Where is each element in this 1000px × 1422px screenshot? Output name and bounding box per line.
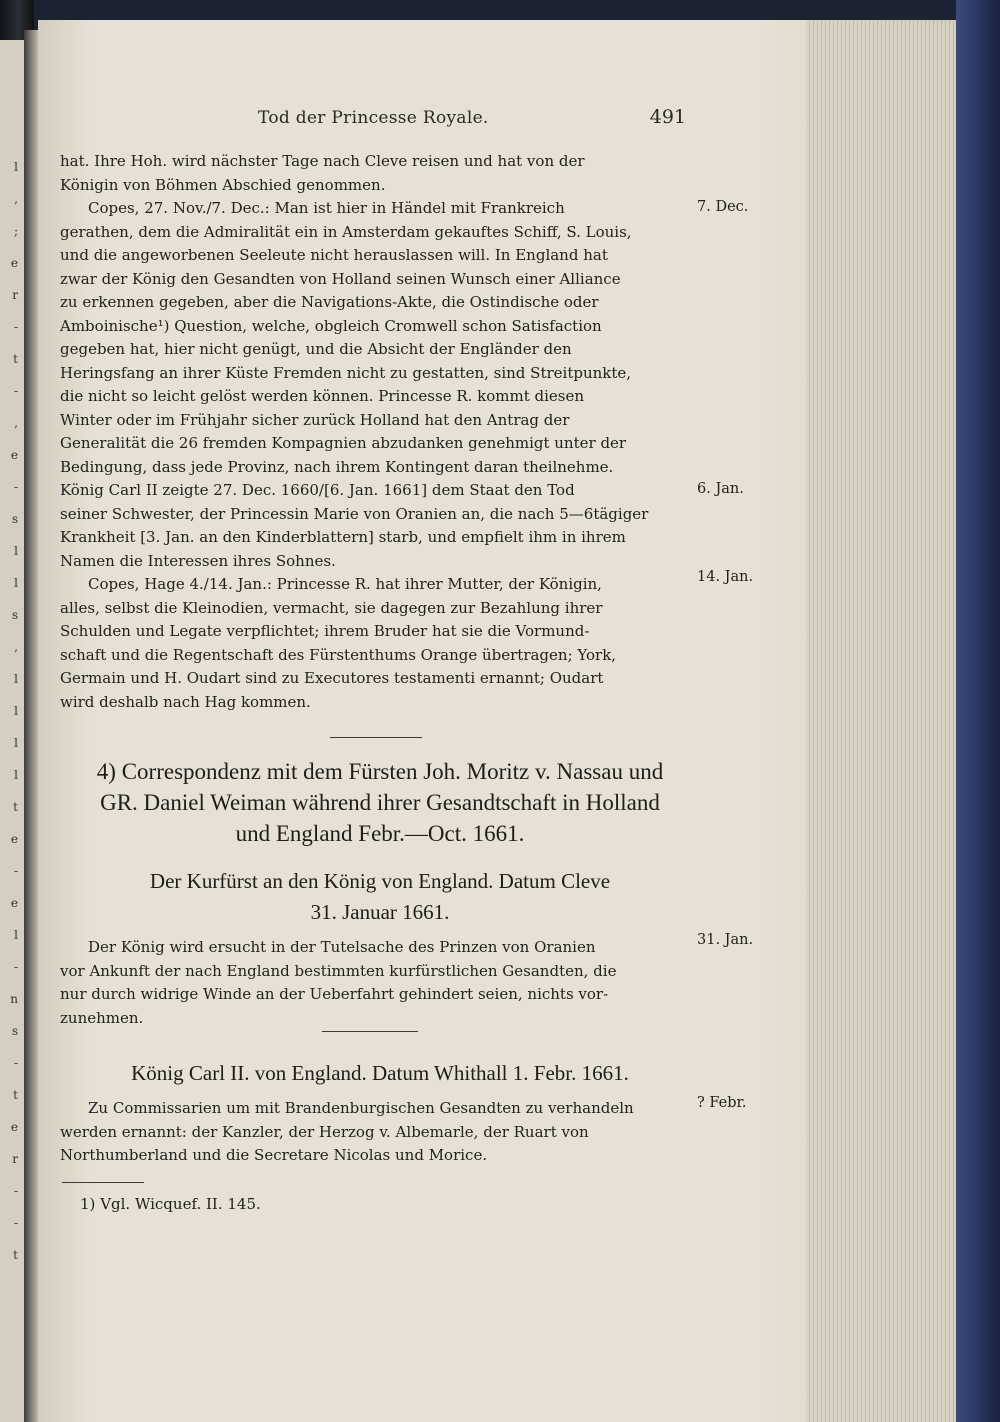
text-line: Copes, Hage 4./14. Jan.: Princesse R. hat ihrer Mutter, der Königin,	[88, 575, 602, 593]
previous-page-margin-char: l	[14, 672, 18, 686]
text-line: Northumberland und die Secretare Nicolas und Morice.	[60, 1146, 488, 1164]
previous-page-margin-char: -	[13, 384, 18, 398]
previous-page-margin-char: l	[14, 576, 18, 590]
text-line: seiner Schwester, der Princessin Marie von Oranien an, die nach 5—6tägiger	[60, 504, 649, 523]
previous-page-margin-char: l	[14, 768, 18, 782]
text-line: gerathen, dem die Admiralität ein in Amsterdam gekauftes Schiff, S. Louis,	[60, 222, 632, 241]
previous-page-margin-char: l	[14, 160, 18, 174]
text-line: Copes, 27. Nov./7. Dec.: Man ist hier in Händel mit Frankreich	[88, 199, 565, 217]
text-line: schaft und die Regentschaft des Fürstenthums Orange übertragen; York,	[60, 645, 617, 664]
book-gutter	[24, 30, 38, 1422]
previous-page-edge	[0, 40, 24, 1422]
previous-page-margin-char: -	[13, 1184, 18, 1198]
text-line: Königin von Böhmen Abschied genommen.	[60, 175, 386, 194]
margin-date: 7. Dec.	[697, 199, 749, 215]
previous-page-margin-char: s	[11, 608, 18, 622]
previous-page-margin-char: r	[12, 1152, 18, 1166]
book-cover-edge	[956, 0, 1000, 1422]
previous-page-margin-char: r	[12, 288, 18, 302]
text-line: nur durch widrige Winde an der Ueberfahrt gehindert seien, nichts vor-	[60, 985, 609, 1003]
text-line: Bedingung, dass jede Provinz, nach ihrem Kontingent daran theilnehme.	[60, 457, 614, 476]
previous-page-margin-char: -	[13, 1216, 18, 1230]
heading-line: 31. Januar 1661.	[310, 900, 450, 924]
previous-page-margin-char: ;	[13, 224, 18, 238]
heading-line: GR. Daniel Weiman während ihrer Gesandtschaft in Holland	[100, 790, 660, 815]
text-line: Namen die Interessen ihres Sohnes.	[60, 551, 336, 570]
previous-page-margin-char: l	[14, 736, 18, 750]
previous-page-margin-char: t	[13, 800, 18, 814]
heading-line: König Carl II. von England. Datum Whithall 1. Febr. 1661.	[131, 1061, 629, 1085]
text-line: Amboinische¹) Question, welche, obgleich Cromwell schon Satisfaction	[60, 316, 602, 335]
text-line: zunehmen.	[60, 1008, 144, 1027]
previous-page-margin-char: t	[13, 1248, 18, 1262]
text-line: Zu Commissarien um mit Brandenburgischen Gesandten zu verhandeln	[88, 1099, 634, 1117]
heading-line: 4) Correspondenz mit dem Fürsten Joh. Moritz v. Nassau und	[96, 759, 664, 784]
letter-2-body	[60, 1097, 688, 1168]
text-line: Heringsfang an ihrer Küste Fremden nicht zu gestatten, sind Streitpunkte,	[60, 363, 632, 382]
paragraph-2	[60, 197, 688, 573]
heading-line: und England Febr.—Oct. 1661.	[235, 821, 525, 846]
text-line: hat. Ihre Hoh. wird nächster Tage nach Cleve reisen und hat von der	[60, 152, 585, 170]
letter-heading	[60, 1058, 700, 1088]
running-title: Tod der Princesse Royale.	[258, 108, 489, 128]
text-line: zu erkennen gegeben, aber die Navigations-Akte, die Ostindische oder	[60, 293, 599, 311]
previous-page-margin-char: s	[11, 1024, 18, 1038]
running-header	[258, 108, 686, 132]
previous-page-margin-char: ,	[14, 640, 18, 654]
text-line: Winter oder im Frühjahr sicher zurück Holland hat den Antrag der	[60, 410, 570, 429]
text-line: vor Ankunft der nach England bestimmten kurfürstlichen Gesandten, die	[60, 961, 617, 980]
page-edges-stack	[806, 20, 956, 1422]
text-line: und die angeworbenen Seeleute nicht herauslassen will. In England hat	[60, 246, 608, 264]
previous-page-margin-char: -	[13, 480, 18, 494]
footnote-rule	[62, 1182, 144, 1183]
section-heading	[60, 756, 700, 849]
page-number: 491	[649, 106, 686, 128]
previous-page-margin-char: l	[14, 928, 18, 942]
text-line: wird deshalb nach Hag kommen.	[60, 692, 311, 711]
section-divider	[330, 737, 422, 738]
letter-1-body	[60, 936, 688, 1030]
text-line: alles, selbst die Kleinodien, vermacht, sie dagegen zur Bezahlung ihrer	[60, 598, 603, 617]
text-line: Krankheit [3. Jan. an den Kinderblattern] starb, und empfielt ihm in ihrem	[60, 528, 626, 546]
text-line: werden ernannt: der Kanzler, der Herzog v. Albemarle, der Ruart von	[60, 1122, 589, 1141]
margin-date: 31. Jan.	[697, 932, 754, 948]
paragraph-1	[60, 150, 688, 197]
text-line: Generalität die 26 fremden Kompagnien abzudanken genehmigt unter der	[60, 434, 627, 452]
text-line: Der König wird ersucht in der Tutelsache des Prinzen von Oranien	[88, 938, 596, 956]
previous-page-margin-char: e	[10, 832, 18, 846]
text-line: gegeben hat, hier nicht genügt, und die Absicht der Engländer den	[60, 340, 572, 358]
previous-page-margin-char: e	[10, 896, 18, 910]
text-line: König Carl II zeigte 27. Dec. 1660/[6. Jan. 1661] dem Staat den Tod	[60, 481, 575, 499]
letter-divider	[322, 1031, 418, 1032]
previous-page-margin-char: e	[10, 1120, 18, 1134]
margin-date: 14. Jan.	[697, 569, 754, 585]
previous-page-margin-char: e	[10, 448, 18, 462]
margin-date: 6. Jan.	[697, 481, 744, 497]
previous-page-margin-char: s	[11, 512, 18, 526]
paragraph-3	[60, 573, 688, 714]
heading-line: Der Kurfürst an den König von England. Datum Cleve	[149, 869, 611, 893]
previous-page-margin-char: ,	[14, 192, 18, 206]
previous-page-margin-char: -	[13, 864, 18, 878]
footnote-text: Vgl. Wicquef. II. 145.	[100, 1195, 261, 1213]
previous-page-margin-char: l	[14, 544, 18, 558]
previous-page-margin-char: n	[10, 992, 18, 1006]
previous-page-margin-char: e	[10, 256, 18, 270]
previous-page-margin-char: l	[14, 704, 18, 718]
footnote-marker: 1)	[80, 1195, 96, 1213]
text-line: Schulden und Legate verpflichtet; ihrem Bruder hat sie die Vormund-	[60, 622, 590, 640]
previous-page-margin-char: t	[13, 352, 18, 366]
previous-page-margin-char: -	[13, 960, 18, 974]
previous-page-margin-char: ,	[14, 416, 18, 430]
letter-heading	[60, 866, 700, 928]
previous-page-margin-char: t	[13, 1088, 18, 1102]
margin-date: ? Febr.	[697, 1095, 747, 1111]
footnote	[80, 1195, 261, 1213]
text-line: die nicht so leicht gelöst werden können. Princesse R. kommt diesen	[60, 387, 585, 405]
previous-page-margin-char: -	[13, 1056, 18, 1070]
previous-page-margin-char: -	[13, 320, 18, 334]
text-line: zwar der König den Gesandten von Holland seinen Wunsch einer Alliance	[60, 269, 621, 288]
text-line: Germain und H. Oudart sind zu Executores testamenti ernannt; Oudart	[60, 669, 604, 687]
